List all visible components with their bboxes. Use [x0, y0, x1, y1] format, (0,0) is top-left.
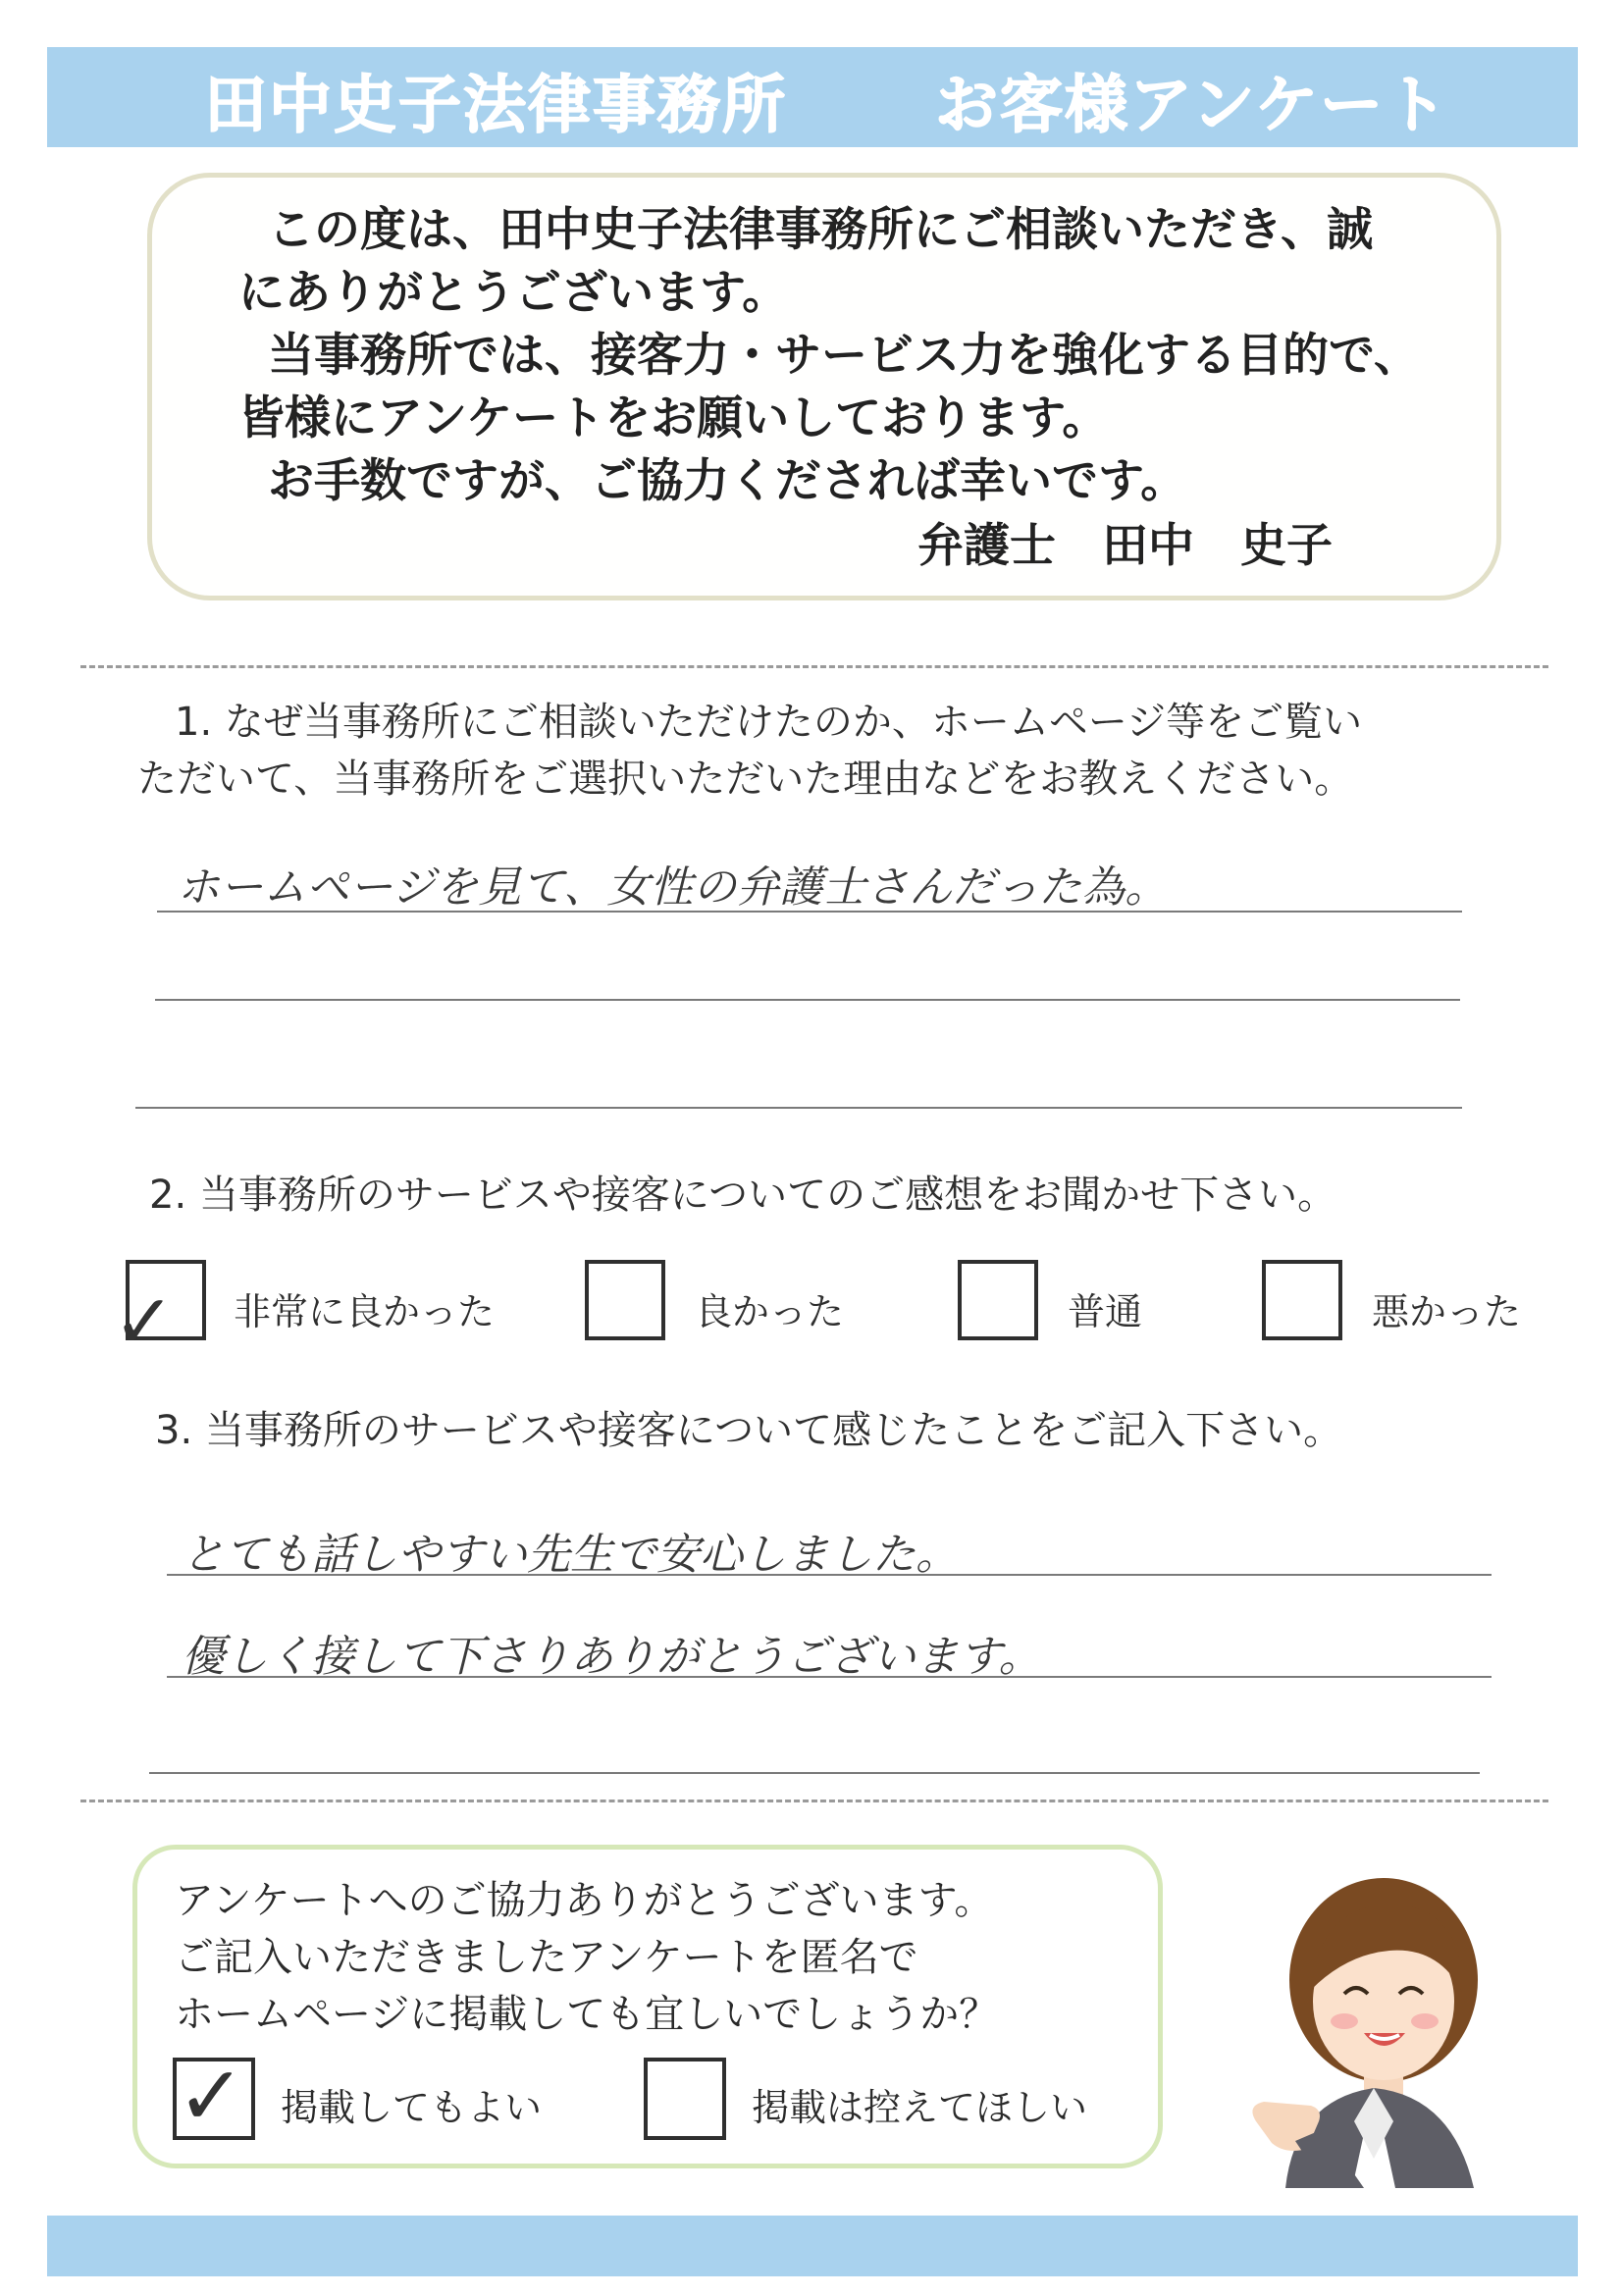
- consent-check-mark-icon: ✓: [177, 2048, 246, 2144]
- q2-check-mark-icon: ✓: [113, 1278, 176, 1365]
- consent-box: [132, 1845, 1163, 2168]
- q3-answer-rule-2: [167, 1676, 1492, 1678]
- q2-option-very-good: 非常に良かった: [234, 1290, 496, 1333]
- footer-band: [47, 2216, 1578, 2276]
- consent-option-allow: 掲載してもよい: [281, 2086, 543, 2129]
- q2-checkbox-good[interactable]: [585, 1260, 665, 1340]
- q3-answer-1: とても話しやすい先生で安心しました。: [182, 1530, 959, 1580]
- divider-top: [80, 665, 1548, 668]
- consent-line-1: アンケートへのご協力ありがとうございます。: [175, 1878, 994, 1923]
- q1-line-1: 1. なぜ当事務所にご相談いただけたのか、ホームページ等をご覧い: [175, 700, 1363, 745]
- woman-staff-icon: [1217, 1864, 1531, 2188]
- q3-answer-rule-1: [167, 1574, 1492, 1576]
- q2-option-bad: 悪かった: [1372, 1290, 1522, 1333]
- greeting-line-1: この度は、田中史子法律事務所にご相談いただき、誠: [268, 203, 1374, 257]
- greeting-line-5: お手数ですが、ご協力くだされば幸いです。: [268, 454, 1187, 508]
- q2-option-average: 普通: [1068, 1290, 1143, 1333]
- q1-line-2: ただいて、当事務所をご選択いただいた理由などをお教えください。: [137, 757, 1354, 802]
- greeting-line-3: 当事務所では、接客力・サービス力を強化する目的で、: [268, 329, 1421, 383]
- q1-answer-rule-3: [135, 1107, 1462, 1109]
- q3-text: 3. 当事務所のサービスや接客について感じたことをご記入下さい。: [155, 1408, 1343, 1453]
- survey-title: お客様アンケート: [935, 70, 1450, 142]
- consent-line-2: ご記入いただきましたアンケートを匿名で: [175, 1935, 918, 1980]
- q3-answer-rule-3: [149, 1772, 1480, 1774]
- q2-checkbox-average[interactable]: [958, 1260, 1038, 1340]
- q3-answer-2: 優しく接して下さりありがとうございます。: [182, 1632, 1042, 1682]
- consent-option-decline: 掲載は控えてほしい: [752, 2086, 1088, 2129]
- q1-answer-rule-1: [157, 911, 1462, 913]
- consent-checkbox-decline[interactable]: [644, 2058, 726, 2140]
- q2-text: 2. 当事務所のサービスや接客についてのご感想をお聞かせ下さい。: [149, 1173, 1337, 1218]
- greeting-line-2: にありがとうございます。: [238, 266, 789, 320]
- office-name: 田中史子法律事務所: [204, 70, 787, 142]
- q1-answer-rule-2: [155, 999, 1460, 1001]
- signature: 弁護士 田中 史子: [917, 519, 1333, 573]
- header-band: [47, 47, 1578, 147]
- q2-checkbox-bad[interactable]: [1262, 1260, 1342, 1340]
- greeting-line-4: 皆様にアンケートをお願いしております。: [238, 391, 1109, 445]
- q1-answer: ホームページを見て、女性の弁護士さんだった為。: [177, 862, 1169, 913]
- consent-line-3: ホームページに掲載しても宜しいでしょうか？: [175, 1992, 999, 2037]
- q2-option-good: 良かった: [695, 1290, 845, 1333]
- divider-bottom: [80, 1800, 1548, 1802]
- greeting-box: [147, 173, 1501, 600]
